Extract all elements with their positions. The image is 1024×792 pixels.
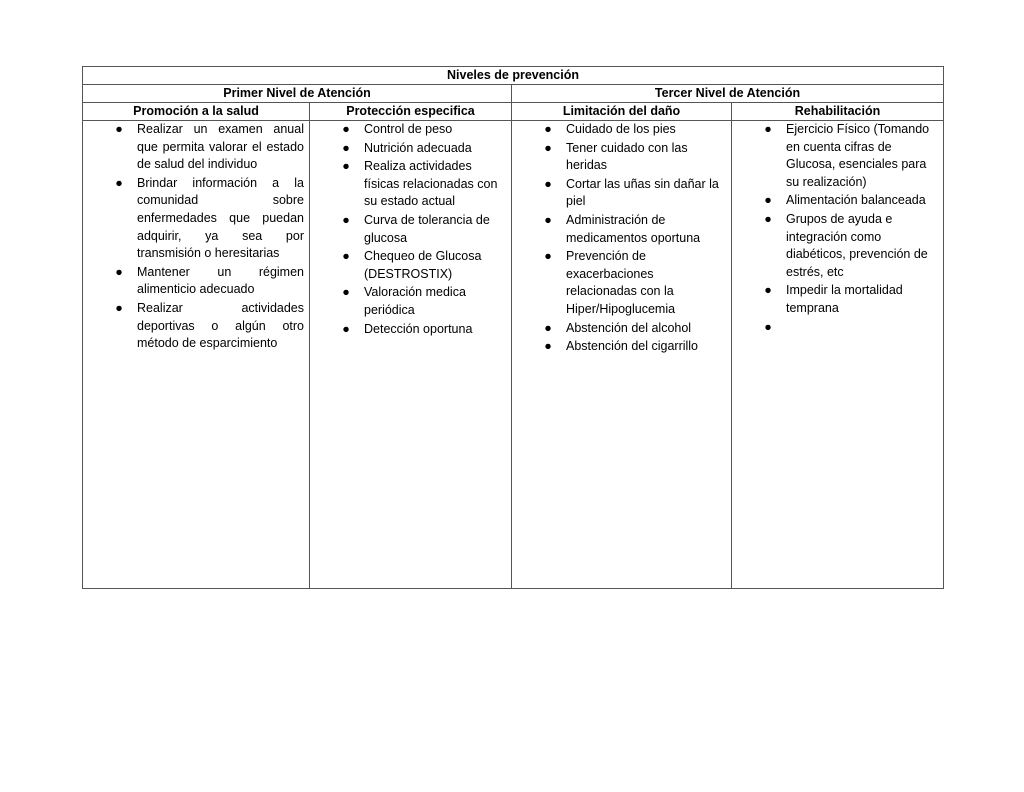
bullet-icon: ●: [764, 319, 772, 334]
level-header-tercer: Tercer Nivel de Atención: [512, 85, 944, 103]
list-item: ● Realizar un examen anual que permita valorar el estado de salud del individuo: [115, 122, 304, 172]
list-item: ● Administración de medicamentos oportuna: [544, 212, 701, 245]
bullet-icon: ●: [115, 175, 123, 190]
bullet-icon: ●: [342, 285, 350, 300]
list-item: ● Abstención del alcohol: [517, 320, 726, 338]
bullet-icon: ●: [342, 212, 350, 227]
list-item: ● Cuidado de los pies: [517, 121, 726, 139]
item-list: [517, 121, 726, 356]
list-item: ● Alimentación balanceada: [737, 192, 938, 210]
list-item: ● Nutrición adecuada: [315, 140, 506, 158]
bullet-icon: ●: [544, 249, 552, 264]
list-item: ● Realizar actividades deportivas o algún otro método de esparcimiento: [115, 300, 304, 351]
list-item: ● Ejercicio Físico (Tomando en cuenta cifras de Glucosa, esenciales para su realización): [764, 122, 930, 189]
column-cell-limitacion: [512, 121, 732, 589]
bullet-icon: ●: [764, 122, 772, 136]
list-item: ● Detección oportuna: [315, 321, 506, 339]
column-header-promocion: Promoción a la salud: [83, 103, 310, 121]
column-header-rehabilitacion: Rehabilitación: [732, 103, 944, 121]
list-item-empty: [737, 319, 938, 337]
prevention-levels-table: [82, 66, 944, 589]
column-header-proteccion: Protección especifica: [310, 103, 512, 121]
list-item: ● Control de peso: [315, 121, 506, 139]
bullet-icon: ●: [544, 320, 552, 335]
list-item: ● Realiza actividades físicas relacionadas con su estado actual: [342, 159, 498, 209]
list-item: ● Grupos de ayuda e integración como diabéticos, prevención de estrés, etc: [764, 211, 928, 279]
bullet-icon: ●: [342, 159, 350, 174]
item-list: [88, 121, 304, 353]
list-item: ● Mantener un régimen alimenticio adecuado: [115, 264, 304, 297]
bullet-icon: ●: [115, 122, 123, 136]
bullet-icon: ●: [544, 339, 552, 354]
bullet-icon: ●: [115, 264, 123, 279]
bullet-icon: ●: [342, 249, 350, 264]
list-item: ● Tener cuidado con las heridas: [544, 140, 688, 173]
bullet-icon: ●: [544, 140, 552, 155]
item-list: [737, 121, 938, 336]
column-cell-promocion: [83, 121, 310, 589]
column-header-limitacion: Limitación del daño: [512, 103, 732, 121]
column-cell-proteccion: [310, 121, 512, 589]
list-item: ● Valoración medica periódica: [342, 285, 466, 317]
bullet-icon: ●: [764, 193, 772, 208]
bullet-icon: ●: [342, 140, 350, 155]
list-item: ● Curva de tolerancia de glucosa: [342, 212, 490, 245]
bullet-icon: ●: [342, 122, 350, 136]
bullet-icon: ●: [544, 122, 552, 136]
bullet-icon: ●: [544, 212, 552, 227]
bullet-icon: ●: [342, 321, 350, 336]
item-list: [315, 121, 506, 338]
table-title: Niveles de prevención: [83, 67, 944, 85]
column-cell-rehabilitacion: [732, 121, 944, 589]
level-header-primer: Primer Nivel de Atención: [83, 85, 512, 103]
bullet-icon: ●: [115, 300, 123, 315]
list-item: ● Brindar información a la comunidad sobre enfermedades que puedan adquirir, ya sea por transmisión o heresitarias: [115, 175, 304, 261]
list-item: ● Prevención de exacerbaciones relacionadas con la Hiper/Hipoglucemia: [544, 249, 676, 316]
list-item: ● Cortar las uñas sin dañar la piel: [544, 176, 719, 209]
bullet-icon: ●: [544, 176, 552, 191]
list-item: ● Abstención del cigarrillo: [517, 338, 726, 356]
bullet-icon: ●: [764, 211, 772, 226]
list-item: ● Chequeo de Glucosa (DESTROSTIX): [342, 249, 482, 281]
list-item: ● Impedir la mortalidad temprana: [764, 283, 903, 315]
bullet-icon: ●: [764, 283, 772, 298]
